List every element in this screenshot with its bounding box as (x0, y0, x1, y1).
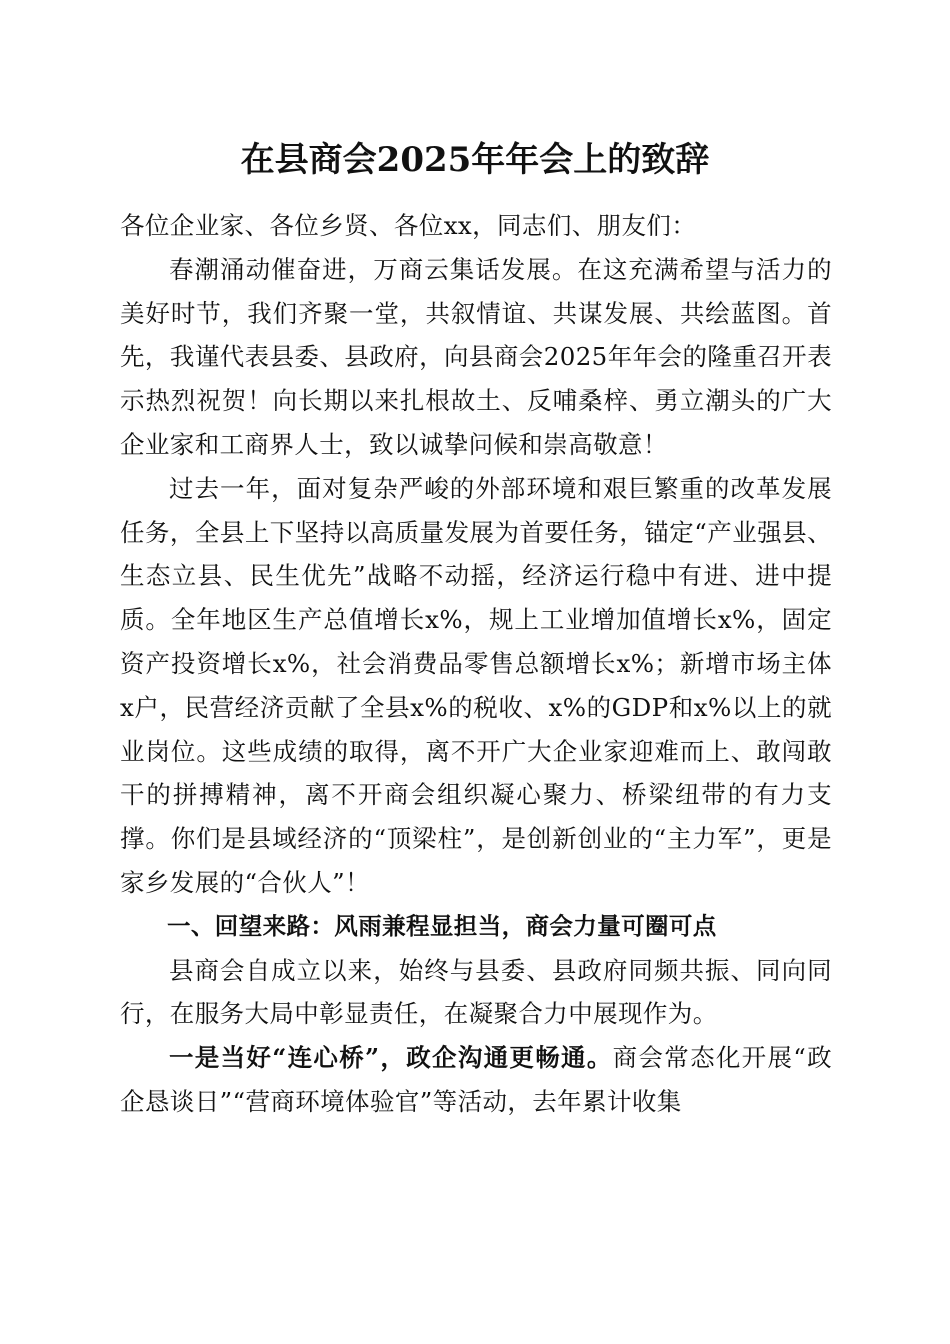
salutation: 各位企业家、各位乡贤、各位xx，同志们、朋友们： (120, 211, 697, 240)
paragraph-review: 过去一年，面对复杂严峻的外部环境和艰巨繁重的改革发展任务，全县上下坚持以高质量发展为首要任务，锚定“产业强县、生态立县、民生优先”战略不动摇，经济运行稳中有进、进中提质。全年地区生产总值增长x%，规上工业增加值增长x%，固定资产投资增长x%，社会消费品零售总额增长x%；新增市场主体x户，民营经济贡献了全县x%的税收、x%的GDP和x%以上的就业岗位。这些成绩的取得，离不开广大企业家迎难而上、敢闯敢干的拼搏精神，离不开商会组织凝心聚力、桥梁纽带的有力支撑。你们是县域经济的“顶梁柱”，是创新创业的“主力军”，更是家乡发展的“合伙人”！ (120, 473, 832, 897)
point-one-paragraph (120, 1036, 832, 1124)
document-title: 在县商会2025年年会上的致辞 (240, 140, 710, 180)
point-one-text: 商会常态化开展“政企恳谈日”“营商环境体验官”等活动，去年累计收集 (120, 1043, 833, 1116)
point-one-lead: 一是当好“连心桥”，政企沟通更畅通。 (169, 1043, 613, 1073)
document-body (120, 204, 832, 1124)
section-intro: 县商会自成立以来，始终与县委、县政府同频共振、同向同行，在服务大局中彰显责任，在凝聚合力中展现作为。 (120, 955, 832, 1029)
section-heading: 一、回望来路：风雨兼程显担当，商会力量可圈可点 (167, 911, 717, 940)
paragraph-opening: 春潮涌动催奋进，万商云集话发展。在这充满希望与活力的美好时节，我们齐聚一堂，共叙情谊、共谋发展、共绘蓝图。首先，我谨代表县委、县政府，向县商会2025年年会的隆重召开表示热烈祝贺！向长期以来扎根故土、反哺桑梓、勇立潮头的广大企业家和工商界人士，致以诚挚问候和崇高敬意！ (120, 254, 832, 459)
